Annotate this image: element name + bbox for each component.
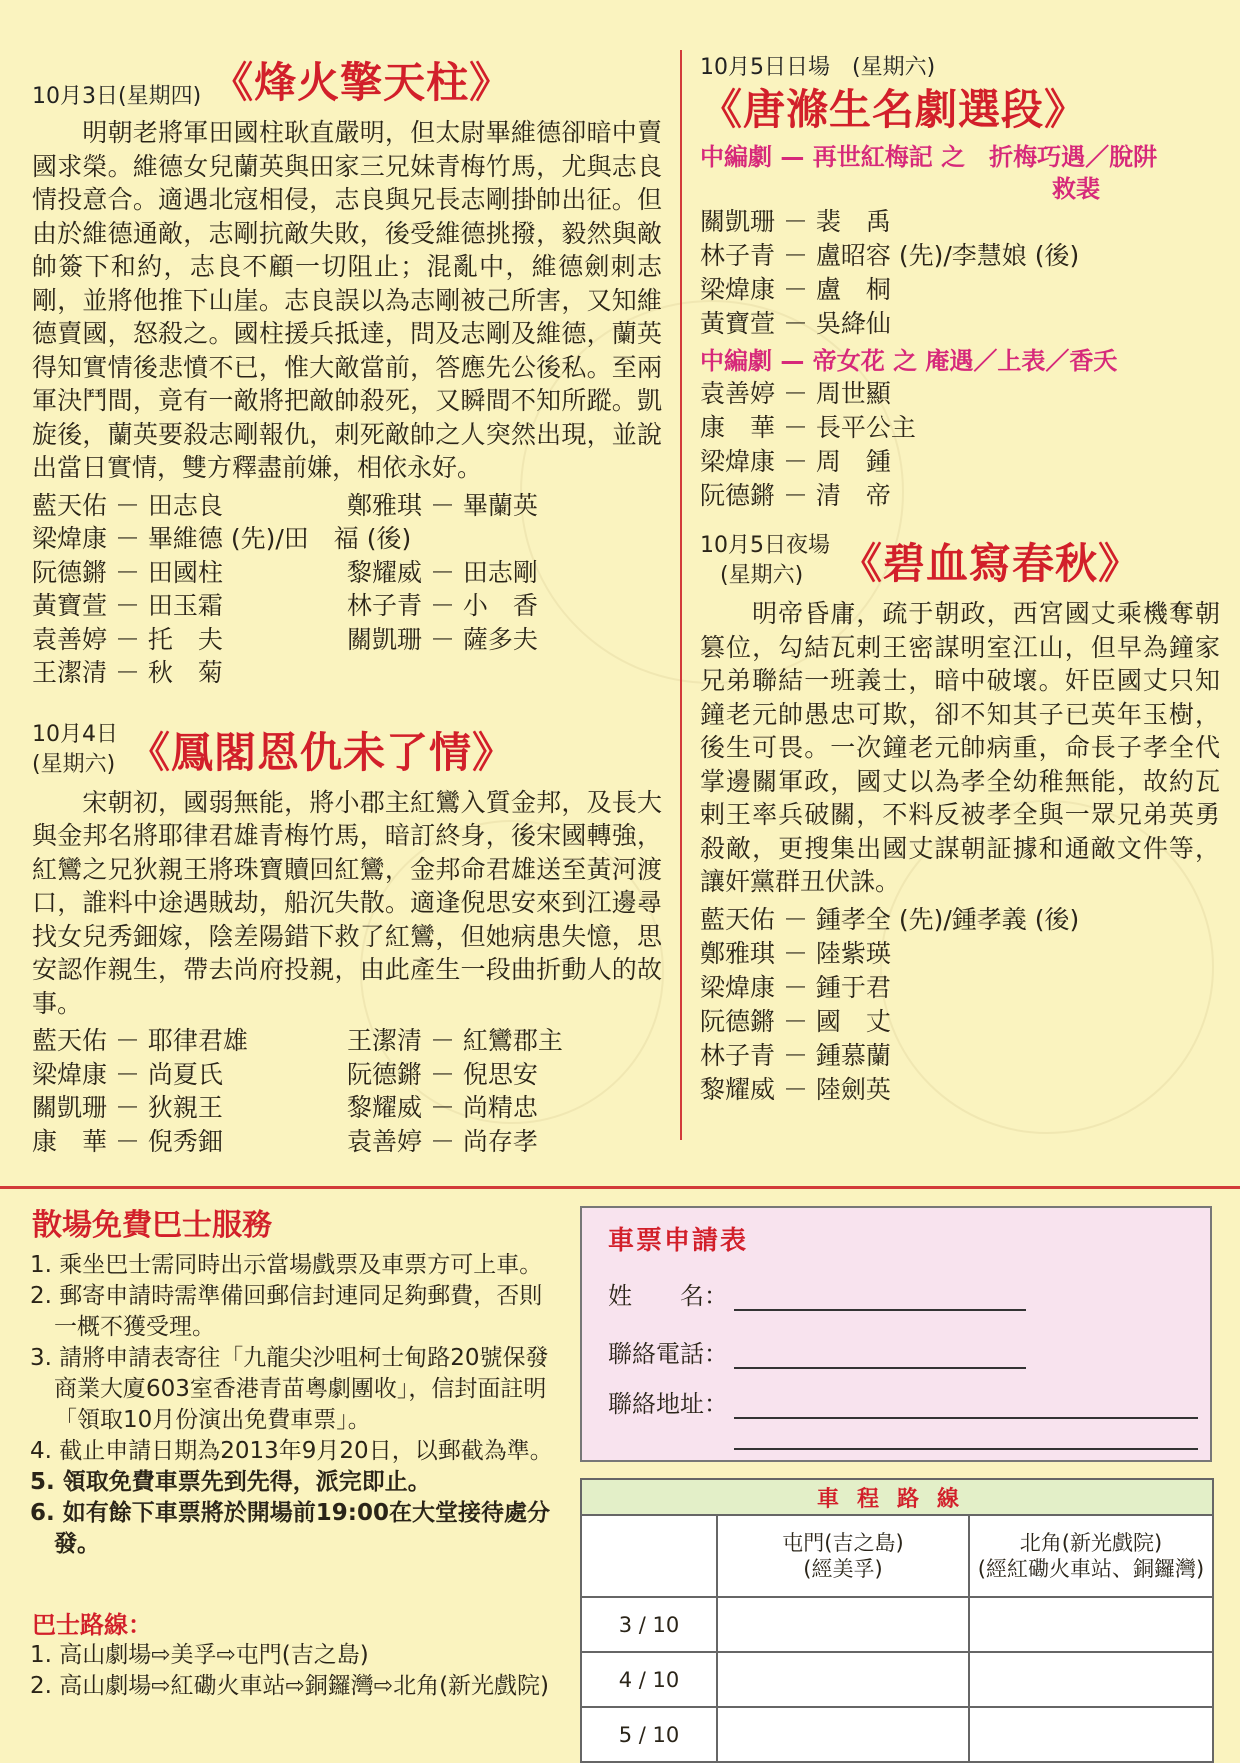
bus-note: 5. 領取免費車票先到先得，派完即止。 — [30, 1469, 431, 1495]
cast-entry: 林子青 － 盧昭容 (先)/李慧娘 (後) — [700, 241, 1080, 270]
cast-entry: 王潔清 － 秋 菊 — [32, 658, 223, 687]
show3-excerpt2: 中編劇 — 帝女花 之 庵遇／上表／香夭 — [700, 347, 1118, 375]
route-date: 4 / 10 — [581, 1652, 717, 1707]
bus-routes — [30, 1640, 560, 1702]
cast-entry: 王潔清 － 紅鸞郡主 — [347, 1026, 563, 1055]
cast-entry: 阮德鏘 － 田國柱 — [32, 557, 223, 587]
route-date: 3 / 10 — [581, 1597, 717, 1652]
cast-entry: 梁煒康 － 畢維德 (先)/田 福 (後) — [32, 524, 412, 553]
bus-note: 6. 如有餘下車票將於開場前19:00在大堂接待處分發。 — [30, 1500, 550, 1557]
show2-synopsis: 宋朝初，國弱無能，將小郡主紅鸞入質金邦，及長大與金邦名將耶律君雄青梅竹馬，暗訂終身，後宋國轉強，紅鸞之兄狄親王將珠寶贖回紅鸞，金邦命君雄送至黃河渡口，誰料中途遇賊劫，船沉失散。適逢倪思安來到江邊尋找女兒秀鈿嫁，陰差陽錯下救了紅鸞，但她病患失憶，思安認作親生，帶去尚府投親，由此產生一段曲折動人的故事。 — [32, 787, 662, 1018]
address-field[interactable] — [734, 1395, 1198, 1419]
show2-title: 《鳳閣恩仇未了情》 — [128, 727, 516, 777]
route-table — [580, 1478, 1214, 1763]
section-divider — [0, 1186, 1240, 1189]
left-column — [32, 50, 662, 1158]
cast-entry: 黎耀威 － 陸劍英 — [700, 1074, 891, 1104]
cast-entry: 阮德鏘 － 清 帝 — [700, 481, 891, 510]
phone-field[interactable] — [734, 1345, 1026, 1369]
form-title: 車票申請表 — [608, 1226, 749, 1256]
route-col2-line2: (經紅磡火車站、銅鑼灣) — [977, 1557, 1205, 1581]
name-row — [608, 1276, 1026, 1311]
address-label: 聯絡地址： — [608, 1390, 728, 1418]
bus-note: 3. 請將申請表寄往「九龍尖沙咀柯士甸路20號保發商業大廈603室香港青苗粵劇團收」，信封面註明「領取10月份演出免費車票」。 — [30, 1345, 549, 1433]
show1-header — [32, 50, 662, 110]
show2-header — [32, 720, 662, 780]
cast-entry: 黎耀威 － 尚精忠 — [347, 1093, 538, 1122]
route-date: 5 / 10 — [581, 1707, 717, 1762]
show1-synopsis: 明朝老將軍田國柱耿直嚴明，但太尉畢維德卻暗中賣國求榮。維德女兒蘭英與田家三兄妹青梅竹馬，尤與志良情投意合。適遇北寇相侵，志良與兄長志剛掛帥出征。但由於維德通敵，志剛抗敵失敗，後受維德挑撥，毅然與敵帥簽下和約，志良不顧一切阻止；混亂中，維德劍刺志剛，並將他推下山崖。志良誤以為志剛被己所害，又知維德賣國，怒殺之。國柱援兵抵達，問及志剛及維德，蘭英得知實情後悲憤不已，惟大敵當前，答應先公後私。至兩軍決鬥間，竟有一敵將把敵帥殺死，又瞬間不知所蹤。凱旋後，蘭英要殺志剛報仇，刺死敵帥之人突然出現，並說出當日實情，雙方釋盡前嫌，相依永好。 — [32, 118, 662, 482]
bus-route-title: 巴士路線： — [32, 1611, 152, 1639]
route-cell[interactable] — [717, 1707, 969, 1762]
excerpt1-title: 中編劇 — 再世紅梅記 之 折梅巧遇／脫阱 — [700, 143, 1158, 171]
cast-entry: 黃寶萱 － 田玉霜 — [32, 591, 223, 620]
address-field-2[interactable] — [734, 1426, 1198, 1450]
cast-entry: 阮德鏘 － 國 丈 — [700, 1006, 891, 1036]
cast-entry: 關凱珊 － 狄親王 — [32, 1093, 223, 1122]
cast-entry: 鄭雅琪 － 陸紫瑛 — [700, 938, 891, 968]
show4-cast — [700, 903, 1220, 1107]
show2-date: 10月4日 — [32, 721, 118, 747]
show4-weekday: (星期六) — [720, 563, 804, 588]
cast-entry: 梁煒康 － 鍾于君 — [700, 972, 891, 1002]
name-field[interactable] — [734, 1287, 1026, 1311]
bus-note: 4. 截止申請日期為2013年9月20日，以郵截為準。 — [30, 1438, 553, 1464]
show2-weekday: (星期六) — [32, 751, 116, 777]
column-divider — [680, 50, 682, 1140]
cast-entry: 藍天佑 － 耶律君雄 — [32, 1026, 248, 1055]
cast-entry: 梁煒康 － 盧 桐 — [700, 275, 891, 304]
phone-label: 聯絡電話： — [608, 1340, 728, 1368]
route-table-title: 車程路線 — [581, 1479, 1213, 1515]
route-cell[interactable] — [717, 1652, 969, 1707]
show4-synopsis: 明帝昏庸，疏于朝政，西宮國丈乘機奪朝篡位，勾結瓦剌王密謀明室江山，但早為鐘家兄弟聯結一班義士，暗中破壞。奸臣國丈只知鐘老元帥愚忠可欺，卻不知其子已英年玉樹，後生可畏。一次鐘老元帥病重，命長子孝全代掌邊關軍政，國丈以為孝全幼稚無能，故約瓦剌王率兵破關，不料反被孝全與一眾兄弟英勇殺敵，更搜集出國丈謀朝証據和通敵文件等，讓奸黨群丑伏誅。 — [700, 599, 1220, 896]
address-row-2 — [734, 1426, 1198, 1450]
show3-title: 《唐滌生名劇選段》 — [700, 85, 1088, 134]
route-cell[interactable] — [969, 1597, 1213, 1652]
cast-entry: 袁善婷 － 尚存孝 — [347, 1126, 538, 1156]
cast-entry: 袁善婷 － 托 夫 — [32, 624, 223, 654]
cast-entry: 藍天佑 － 鍾孝全 (先)/鍾孝義 (後) — [700, 904, 1080, 934]
cast-entry: 袁善婷 － 周世顯 — [700, 379, 891, 408]
route-col-north-point — [969, 1515, 1213, 1597]
cast-entry: 康 華 － 長平公主 — [700, 413, 916, 442]
route-cell[interactable] — [969, 1707, 1213, 1762]
address-row — [608, 1384, 1198, 1419]
cast-entry: 關凱珊 － 薩多夫 — [347, 624, 538, 654]
bus-route: 1. 高山劇場⇨美孚⇨屯門(吉之島) — [30, 1642, 369, 1668]
show2-cast — [32, 1024, 662, 1158]
show4-date: 10月5日夜場 — [700, 533, 830, 558]
cast-entry: 黎耀威 － 田志剛 — [347, 557, 538, 587]
route-cell[interactable] — [717, 1597, 969, 1652]
cast-entry: 林子青 － 鍾慕蘭 — [700, 1040, 891, 1070]
cast-entry: 康 華 － 倪秀鈿 — [32, 1126, 223, 1156]
phone-row — [608, 1334, 1026, 1369]
ticket-application-form — [580, 1206, 1212, 1462]
route-table-corner — [581, 1515, 717, 1597]
show3-excerpt1 — [700, 141, 1220, 205]
show4-title: 《碧血寫春秋》 — [840, 539, 1142, 588]
route-cell[interactable] — [969, 1652, 1213, 1707]
excerpt1-title-cont: 救裴 — [1052, 175, 1100, 203]
route-col1-line2: (經美孚) — [803, 1557, 883, 1581]
bus-notes — [30, 1250, 560, 1560]
show4-header — [700, 531, 1220, 591]
show3-date: 10月5日日場 (星期六) — [700, 55, 936, 80]
show1-title: 《烽火擎天柱》 — [211, 58, 513, 107]
bus-note: 1. 乘坐巴士需同時出示當場戲票及車票方可上車。 — [30, 1252, 543, 1278]
right-column — [700, 50, 1220, 1107]
cast-entry: 黃寶萱 － 吳絳仙 — [700, 309, 891, 338]
show3-cast2 — [700, 377, 1220, 513]
route-col2-line1: 北角(新光戲院) — [1019, 1531, 1163, 1555]
name-label: 姓 名： — [608, 1282, 728, 1310]
cast-entry: 阮德鏘 － 倪思安 — [347, 1059, 538, 1089]
show3-cast1 — [700, 205, 1220, 341]
bus-service-title: 散場免費巴士服務 — [32, 1208, 272, 1243]
cast-entry: 鄭雅琪 － 畢蘭英 — [347, 490, 538, 520]
cast-entry: 林子青 － 小 香 — [347, 591, 538, 620]
route-col1-line1: 屯門(吉之島) — [782, 1531, 904, 1555]
cast-entry: 梁煒康 － 周 鍾 — [700, 447, 891, 476]
show1-date: 10月3日(星期四) — [32, 84, 202, 109]
cast-entry: 藍天佑 － 田志良 — [32, 490, 223, 520]
route-col-tuen-mun — [717, 1515, 969, 1597]
show1-cast — [32, 489, 662, 690]
cast-entry: 梁煒康 － 尚夏氏 — [32, 1059, 223, 1089]
bus-note: 2. 郵寄申請時需準備回郵信封連同足夠郵費，否則一概不獲受理。 — [30, 1283, 543, 1340]
cast-entry: 關凱珊 － 裴 禹 — [700, 207, 891, 236]
bus-route: 2. 高山劇場⇨紅磡火車站⇨銅鑼灣⇨北角(新光戲院) — [30, 1673, 550, 1699]
